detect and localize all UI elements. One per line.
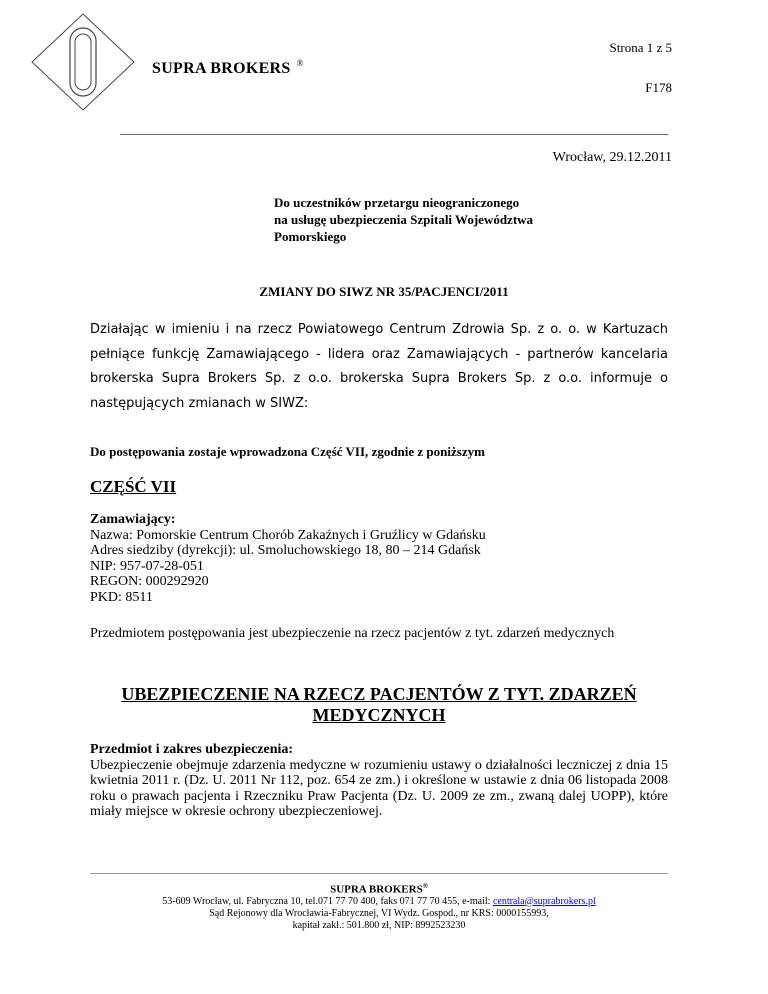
orderer-address: Adres siedziby (dyrekcji): ul. Smoluchowskiego 18, 80 – 214 Gdańsk [90, 543, 481, 558]
header-divider [120, 134, 668, 135]
footer-brand-text: SUPRA BROKERS [330, 883, 423, 896]
page-number: Strona 1 z 5 [609, 40, 672, 55]
registered-mark: ® [296, 58, 304, 68]
supra-brokers-logo [28, 12, 138, 112]
footer-divider [90, 873, 668, 874]
part-intro: Do postępowania zostaje wprowadzona Część VII, zgodnie z poniższym [90, 444, 485, 459]
footer-address-text: 53-609 Wrocław, ul. Fabryczna 10, tel.071 77 70 400, faks 071 77 70 455, e-mail: [162, 895, 493, 907]
form-code: F178 [645, 80, 672, 95]
footer-capital: kapitał zakł.: 501.800 zł, NIP: 8992523230 [292, 919, 466, 931]
addressee-line: Pomorskiego [274, 229, 347, 244]
footer-email-link[interactable]: centrala@suprabrokers.pl [492, 895, 596, 907]
orderer-name: Nazwa: Pomorskie Centrum Chorób Zakaźnych i Gruźlicy w Gdańsku [90, 527, 486, 543]
addressee [274, 194, 634, 245]
orderer-pkd: PKD: 8511 [90, 589, 153, 605]
insurance-title: UBEZPIECZENIE NA RZECZ PACJENTÓW Z TYT. ZDARZEŃ MEDYCZNYCH [121, 684, 637, 725]
brand-text: SUPRA BROKERS [152, 60, 291, 77]
orderer-nip: NIP: 957-07-28-051 [90, 558, 204, 574]
subject-paragraph: Przedmiotem postępowania jest ubezpieczenie na rzecz pacjentów z tyt. zdarzeń medycznych [90, 626, 615, 641]
letter-date: Wrocław, 29.12.2011 [552, 150, 672, 165]
addressee-line: Do uczestników przetargu nieograniczonego [274, 195, 520, 210]
intro-paragraph: Działając w imieniu i na rzecz Powiatowego Centrum Zdrowia Sp. z o. o. w Kartuzach pełniące funkcję Zamawiającego - lidera oraz Zamawiających - partnerów kancelaria brokerska Supra Brokers Sp. z o.o. brokerska Supra Brokers Sp. z o.o. informuje o następujących zmianach w SIWZ: [90, 322, 668, 411]
orderer-block [90, 512, 668, 605]
orderer-label: Zamawiający: [90, 512, 176, 527]
scope-block [90, 742, 668, 820]
footer-brand [90, 880, 668, 896]
scope-label: Przedmiot i zakres ubezpieczenia: [90, 742, 294, 757]
part-title: CZĘŚĆ VII [90, 477, 177, 496]
brand-name [152, 60, 304, 78]
footer [90, 880, 668, 932]
changes-title: ZMIANY DO SIWZ NR 35/PACJENCI/2011 [259, 284, 509, 299]
orderer-regon: REGON: 000292920 [90, 574, 209, 589]
footer-court: Sąd Rejonowy dla Wrocławia-Fabrycznej, VI Wydz. Gospod., nr KRS: 0000155993, [209, 907, 549, 919]
scope-text: Ubezpieczenie obejmuje zdarzenia medyczne w rozumieniu ustawy o działalności leczniczej z dnia 15 kwietnia 2011 r. (Dz. U. 2011 Nr 112, poz. 654 ze zm.) i określone w ustawie z dnia 06 listopada 2008 roku o prawach pacjenta i Rzeczniku Praw Pacjenta (Dz. U. 2009 ze zm., zwaną dalej UOPP), które miały miejsce w okresie ochrony ubezpieczeniowej. [90, 757, 668, 819]
footer-registered-mark: ® [422, 882, 428, 890]
footer-address [90, 896, 668, 908]
addressee-line: na usługę ubezpieczenia Szpitali Województwa [274, 212, 534, 227]
